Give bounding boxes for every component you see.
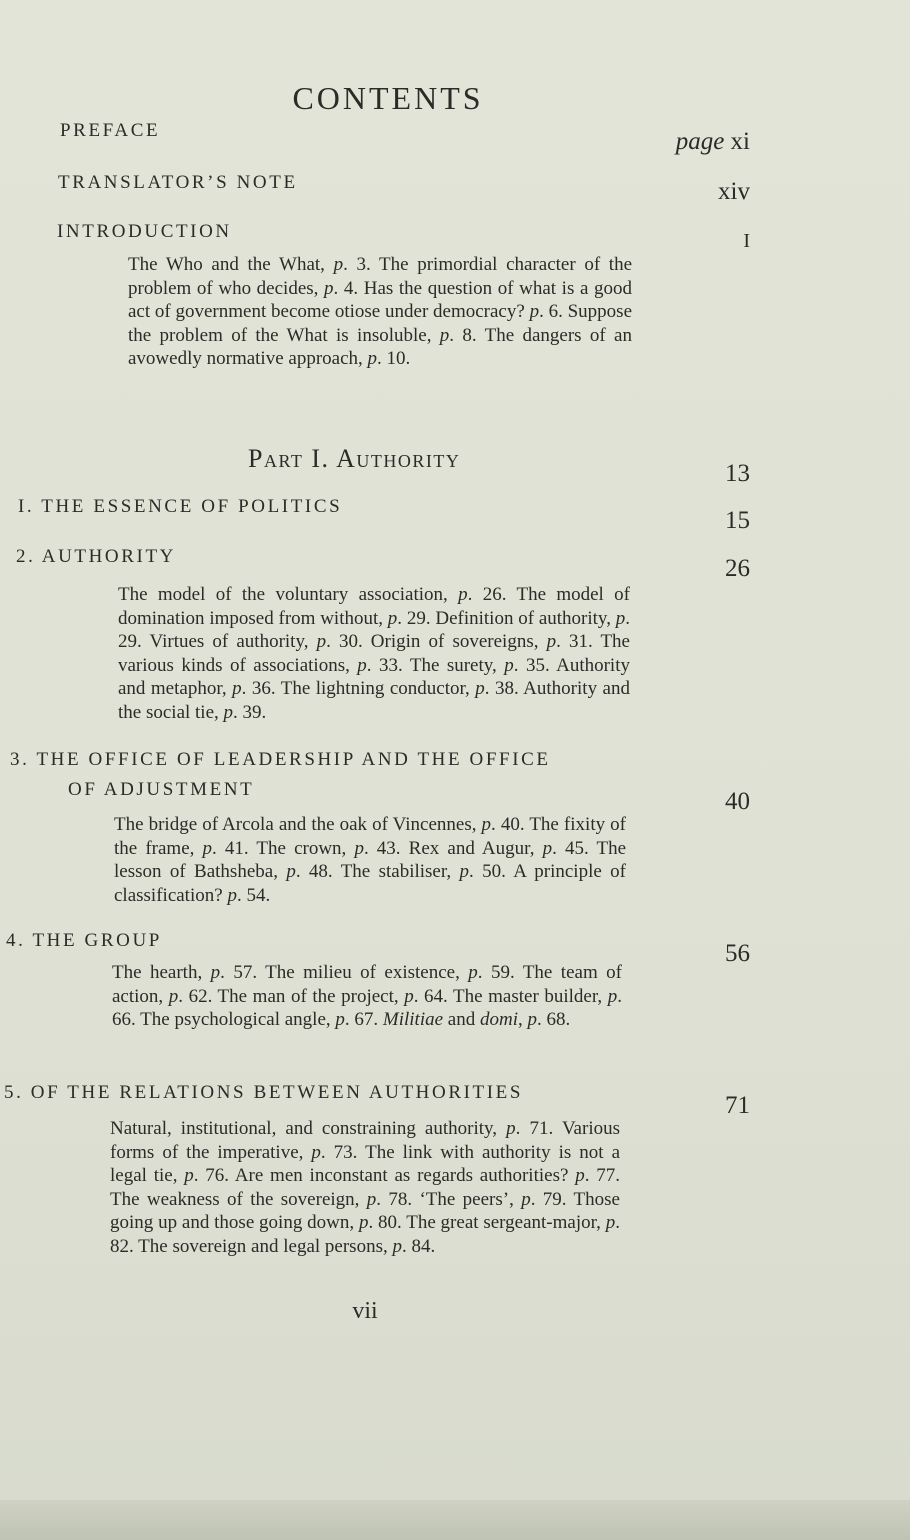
chapter-4-page: 56 (725, 940, 750, 967)
chapter-3-summary: The bridge of Arcola and the oak of Vincennes, p. 40. The fixity of the frame, p. 41. The crown, p. 43. Rex and Augur, p. 45. The lesson of Bathsheba, p. 48. The stabiliser, p. 50. A principle of classification? p. 54. (114, 814, 627, 906)
introduction-summary: The Who and the What, p. 3. The primordial character of the problem of who decides, p. 4. Has the question of what is a good act of government become otiose under democracy? p. 6. Suppose the problem of the What is insoluble, p. 8. The dangers of an avowedly normative approach, p. 10. (128, 254, 633, 370)
chapter-3-title-continued: OF ADJUSTMENT (68, 779, 255, 800)
toc-page-preface: page xi (675, 128, 750, 155)
chapter-4-title: 4. THE GROUP (6, 930, 162, 951)
toc-entry-introduction: INTRODUCTION (57, 221, 232, 242)
page-title: CONTENTS (292, 80, 484, 116)
chapter-2-page: 26 (725, 555, 750, 582)
chapter-5-summary: Natural, institutional, and constraining authority, p. 71. Various forms of the imperative, p. 73. The link with authority is not a legal tie, p. 76. Are men inconstant as regards authorities? p. 77. The weakness of the sovereign, p. 78. ‘The peers’, p. 79. Those going up and those going down, p. 80. The great sergeant-major, p. 82. The sovereign and legal persons, p. 84. (110, 1118, 621, 1257)
chapter-3-title: 3. THE OFFICE OF LEADERSHIP AND THE OFFICE (10, 749, 551, 770)
part-page: 13 (725, 460, 750, 487)
toc-page-introduction: I (743, 230, 750, 252)
chapter-3-page: 40 (725, 788, 750, 815)
chapter-4-summary: The hearth, p. 57. The milieu of existence, p. 59. The team of action, p. 62. The man of the project, p. 64. The master builder, p. 66. The psychological angle, p. 67. Militiae and domi, p. 68. (112, 962, 622, 1031)
chapter-1-title: I. THE ESSENCE OF POLITICS (18, 496, 343, 517)
part-heading: Part I. Authority (248, 444, 461, 473)
page-folio: vii (352, 1298, 378, 1324)
chapter-2-title: 2. AUTHORITY (16, 546, 176, 567)
chapter-5-title: 5. OF THE RELATIONS BETWEEN AUTHORITIES (4, 1082, 524, 1103)
page-edge (0, 1500, 910, 1540)
chapter-2-summary: The model of the voluntary association, p. 26. The model of domination imposed from without, p. 29. Definition of authority, p. 29. Virtues of authority, p. 30. Origin of sovereigns, p. 31. The various kinds of associations, p. 33. The surety, p. 35. Authority and metaphor, p. 36. The lightning conductor, p. 38. Authority and the social tie, p. 39. (118, 584, 631, 723)
chapter-5-page: 71 (725, 1092, 750, 1119)
toc-entry-preface: PREFACE (60, 120, 161, 141)
toc-entry-translators-note: TRANSLATOR’S NOTE (58, 172, 298, 193)
chapter-1-page: 15 (725, 507, 750, 534)
toc-page-translators-note: xiv (718, 178, 750, 205)
